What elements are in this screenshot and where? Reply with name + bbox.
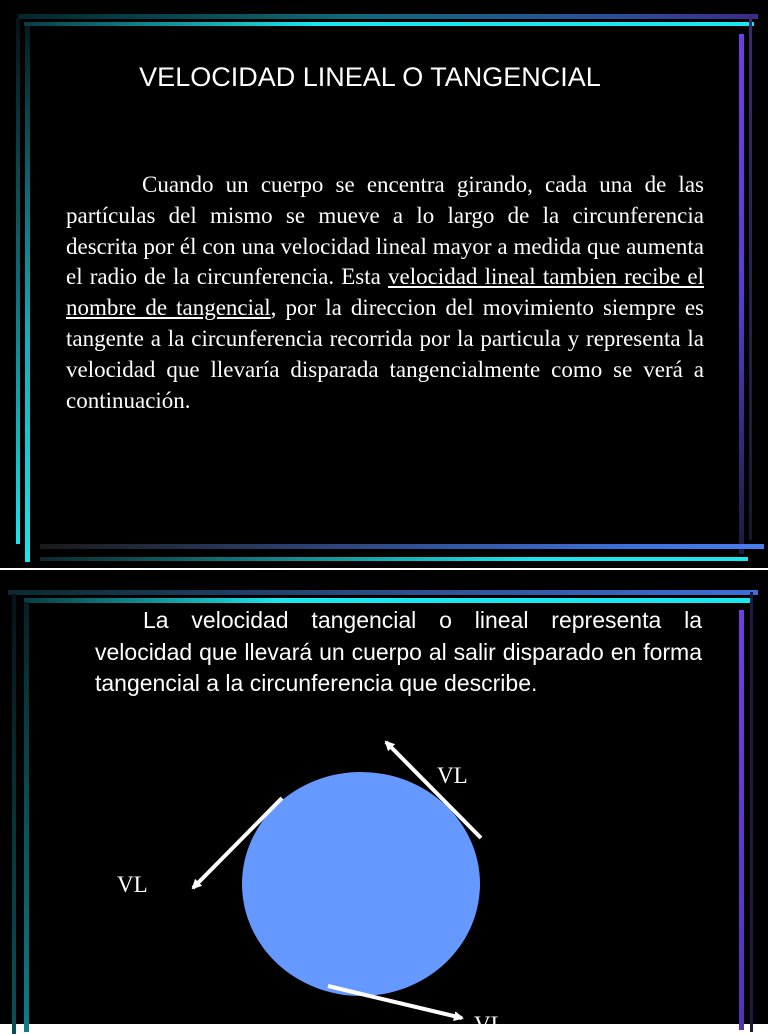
top-bar-dark xyxy=(18,14,758,19)
bottom-bar-blue xyxy=(40,544,764,549)
paragraph-underlined-text: velocidad lineal tambien recibe el nombre de tangencial xyxy=(66,264,704,321)
paragraph-text-part2: , por la direccion del movimiento siempre es tangente a la circunferencia recorrida por la particula y representa la velocidad que llevaría disparada tangencialmente como se verá a continuación. xyxy=(66,295,704,413)
right-bar-thin xyxy=(749,16,752,540)
bottom-bar-cyan xyxy=(40,557,748,561)
circle-shape xyxy=(242,772,480,996)
vl-label-top-right: VL xyxy=(437,763,468,788)
paragraph-text-part1: Cuando un cuerpo se encentra girando, cada una de las partículas del mismo se mueve a lo largo de la circunferencia descrita por él con una velocidad lineal mayor a medida que aumenta el radio de la circunferencia. Esta xyxy=(66,172,704,290)
slide-title: VELOCIDAD LINEAL O TANGENCIAL xyxy=(139,62,601,92)
tangential-velocity-diagram xyxy=(0,570,768,1034)
slide1-paragraph xyxy=(66,170,704,416)
top-bar-cyan xyxy=(24,22,754,26)
left-bar-inner xyxy=(25,26,30,562)
vl-label-bottom: VL xyxy=(474,1012,505,1034)
paragraph-text: La velocidad tangencial o lineal representa la velocidad que llevará un cuerpo al salir disparado en forma tangencial a la circunferencia que describe. xyxy=(95,607,702,696)
right-bar-purple xyxy=(739,34,744,554)
slide-2 xyxy=(0,570,768,1034)
vl-label-left: VL xyxy=(117,872,148,897)
left-bar-outer xyxy=(16,18,20,544)
